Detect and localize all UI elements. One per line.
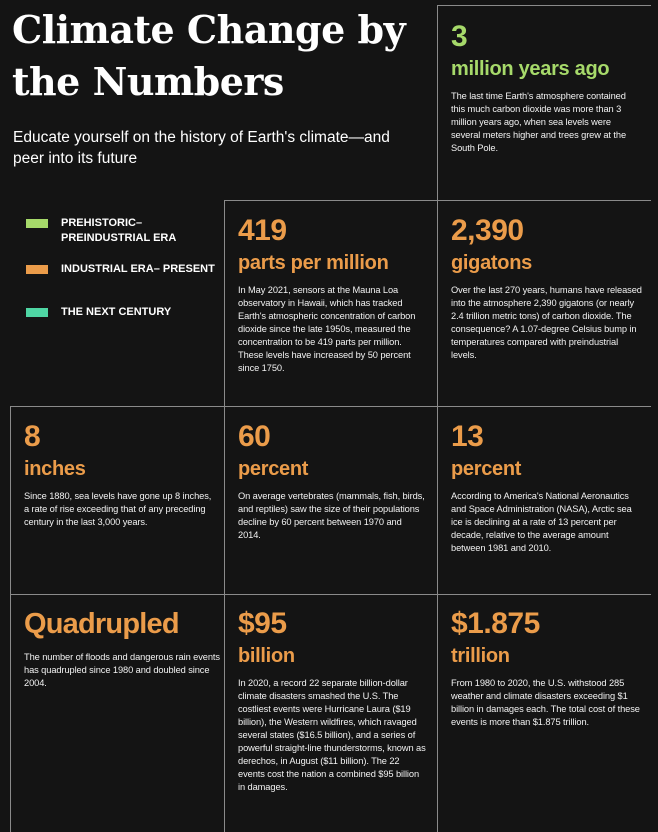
grid-line-row3 [10, 594, 651, 595]
stat-cell-quadrupled [24, 607, 220, 690]
legend-label-next-century: THE NEXT CENTURY [61, 306, 172, 318]
stat-description: On average vertebrates (mammals, fish, birds, and reptiles) saw the size of their populations decline by 60 percent between 1970 and 2014. [238, 491, 425, 540]
stat-cell-co2-3-million-years [451, 20, 641, 155]
stat-description: The last time Earth's atmosphere contained this much carbon dioxide was more than 3 million years ago, when sea levels were several meters higher and trees grew at the South Pole. [451, 91, 627, 153]
stat-unit: trillion [451, 645, 510, 667]
stat-unit: gigatons [451, 252, 532, 274]
stat-cell-13-percent [451, 420, 643, 555]
stat-number: Quadrupled [24, 608, 179, 640]
grid-divider-left [10, 406, 11, 832]
legend-swatch-prehistoric [26, 219, 48, 228]
stat-number: 2,390 [451, 214, 524, 247]
stat-cell-419-ppm [238, 214, 426, 375]
stat-description: Over the last 270 years, humans have released into the atmosphere 2,390 gigatons (or nearly 2.4 trillion metric tons) of carbon dioxide. The consequence? A 1.07-degree Celsius bump in temperatures compared with preindustrial levels. [451, 285, 642, 360]
grid-line-top [437, 5, 651, 6]
grid-divider-right [437, 5, 438, 832]
stat-cell-95-billion [238, 607, 426, 794]
stat-number: 419 [238, 214, 287, 247]
stat-cell-1875-trillion [451, 607, 643, 729]
stat-number: 13 [451, 420, 484, 453]
stat-description: In May 2021, sensors at the Mauna Loa observatory in Hawaii, which has tracked Earth's atmospheric concentration of carbon dioxide since the late 1950s, measured the concentration to be 419 parts per million. These levels have increased by 50 percent since 1750. [238, 285, 416, 373]
legend-label-prehistoric: PREHISTORIC– PREINDUSTRIAL ERA [61, 217, 177, 244]
stat-number: 8 [24, 420, 41, 453]
stat-description: The number of floods and dangerous rain events has quadrupled since 1980 and doubled since 2004. [24, 652, 220, 688]
stat-cell-60-percent [238, 420, 426, 542]
stat-unit: million years ago [451, 58, 610, 80]
stat-unit: billion [238, 645, 295, 667]
stat-description: According to America's National Aeronautics and Space Administration (NASA), Arctic sea ice is declining at a rate of 13 percent per decade, relative to the average amount between 1981 and 2010. [451, 491, 632, 553]
grid-line-row1 [224, 200, 651, 201]
stat-description: From 1980 to 2020, the U.S. withstood 285 weather and climate disasters exceeding $1 billion in damages each. The total cost of these events is more than $1.875 trillion. [451, 678, 640, 727]
stat-number: 60 [238, 420, 271, 453]
stat-cell-2390-gigatons [451, 214, 643, 362]
page-title: Climate Change by the Numbers [12, 7, 406, 104]
stat-number: $95 [238, 607, 287, 640]
page-subtitle: Educate yourself on the history of Earth's climate—and peer into its future [13, 129, 390, 167]
stat-description: Since 1880, sea levels have gone up 8 inches, a rate of rise exceeding that of any preceding century in the last 3,000 years. [24, 491, 212, 527]
stat-unit: inches [24, 458, 86, 480]
legend-label-industrial: INDUSTRIAL ERA– PRESENT [61, 263, 215, 275]
stat-unit: parts per million [238, 252, 389, 274]
stat-cell-8-inches [24, 420, 214, 529]
stat-number: 3 [451, 20, 468, 53]
stat-unit: percent [451, 458, 522, 480]
stat-number: $1.875 [451, 607, 540, 640]
stat-unit: percent [238, 458, 309, 480]
legend-swatch-next-century [26, 308, 48, 317]
legend-swatch-industrial [26, 265, 48, 274]
stat-description: In 2020, a record 22 separate billion-dollar climate disasters smashed the U.S. The costliest events were Hurricane Laura ($19 billion), the Western wildfires, which ravaged several states ($16.5 billion), and a series of powerful straight-line thunderstorms, known as derechos, in August ($11 billion). The 22 events cost the nation a combined $95 billion in damages. [238, 678, 426, 792]
grid-divider-middle [224, 200, 225, 832]
grid-line-row2 [10, 406, 651, 407]
